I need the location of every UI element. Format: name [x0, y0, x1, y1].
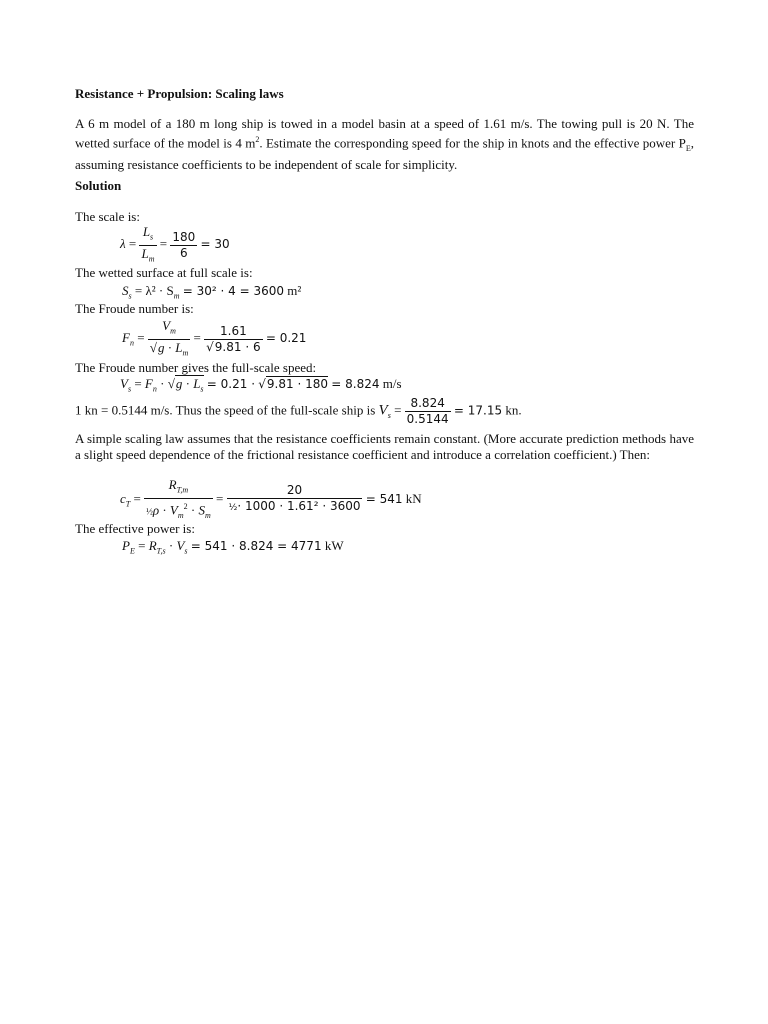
lambda-equation: λ = $\frac{L_s}{L_m}$ = $\frac{180}{6}$ = 30 — [120, 224, 230, 266]
scaling-paragraph: A simple scaling law assumes that the resistance coefficients remain constant. (More accurate prediction methods have a slight speed dependence of the frictional resistance coefficient and introduce a correlation coefficient.) Then: — [75, 431, 694, 463]
problem-text-2: . Estimate the corresponding speed for the ship in knots and the effective power P — [259, 135, 686, 151]
scale-label: The scale is: — [75, 209, 140, 224]
power-label: The effective power is: — [75, 521, 195, 536]
problem-sup: 2 — [255, 135, 260, 145]
problem-text-1: A 6 m model of a 180 m long ship is towed in a model basin at a speed of 1.61 m/s. The towing pull is 20 N. The wetted surface of the model is 4 m — [75, 116, 694, 151]
wetted-label: The wetted surface at full scale is: — [75, 265, 253, 280]
speed-equation: $V_s = F_n \cdot √g \cdot L_s = 0.21 \cdot √9.81 \cdot 180 = 8.824$ m/s — [120, 376, 402, 394]
ct-equation: $c_T$ = $\frac{R_{T,m}}{\frac{1}{2}\rho \cdot V_m^2 \cdot S_m}$ = $\frac{20}{\text{½· 1000 · 1.61² · 3600}}$ = 541 kN — [120, 477, 422, 523]
document-title: Resistance + Propulsion: Scaling laws — [75, 86, 284, 101]
froude-label: The Froude number is: — [75, 301, 194, 316]
problem-text-3: , assuming resistance coefficients to be independent of scale for simplicity. — [75, 135, 694, 173]
power-equation: $P_E = R_{T,s} \cdot V_s = 541 \cdot 8.824 = 4771$ kW — [122, 538, 344, 556]
knots-line: 1 kn = 0.5144 m/s. Thus the speed of the full-scale ship is $V_s$ = $\frac{8.824}{0.5144}$ = 17.15 kn. — [75, 396, 522, 426]
problem-sub: E — [685, 144, 691, 154]
problem-statement — [75, 116, 694, 174]
froude-speed-label: The Froude number gives the full-scale speed: — [75, 360, 317, 375]
froude-equation: $F_n$ = $\frac{V_m}{√g \cdot L_m}$ = $\frac{1.61}{√9.81 \cdot 6}$ = 0.21 — [122, 318, 306, 360]
solution-heading: Solution — [75, 178, 122, 193]
wetted-equation: $S_s = \lambda^2 \cdot S_m = 30^2 \cdot 4 = 3600$ m² — [122, 283, 302, 301]
